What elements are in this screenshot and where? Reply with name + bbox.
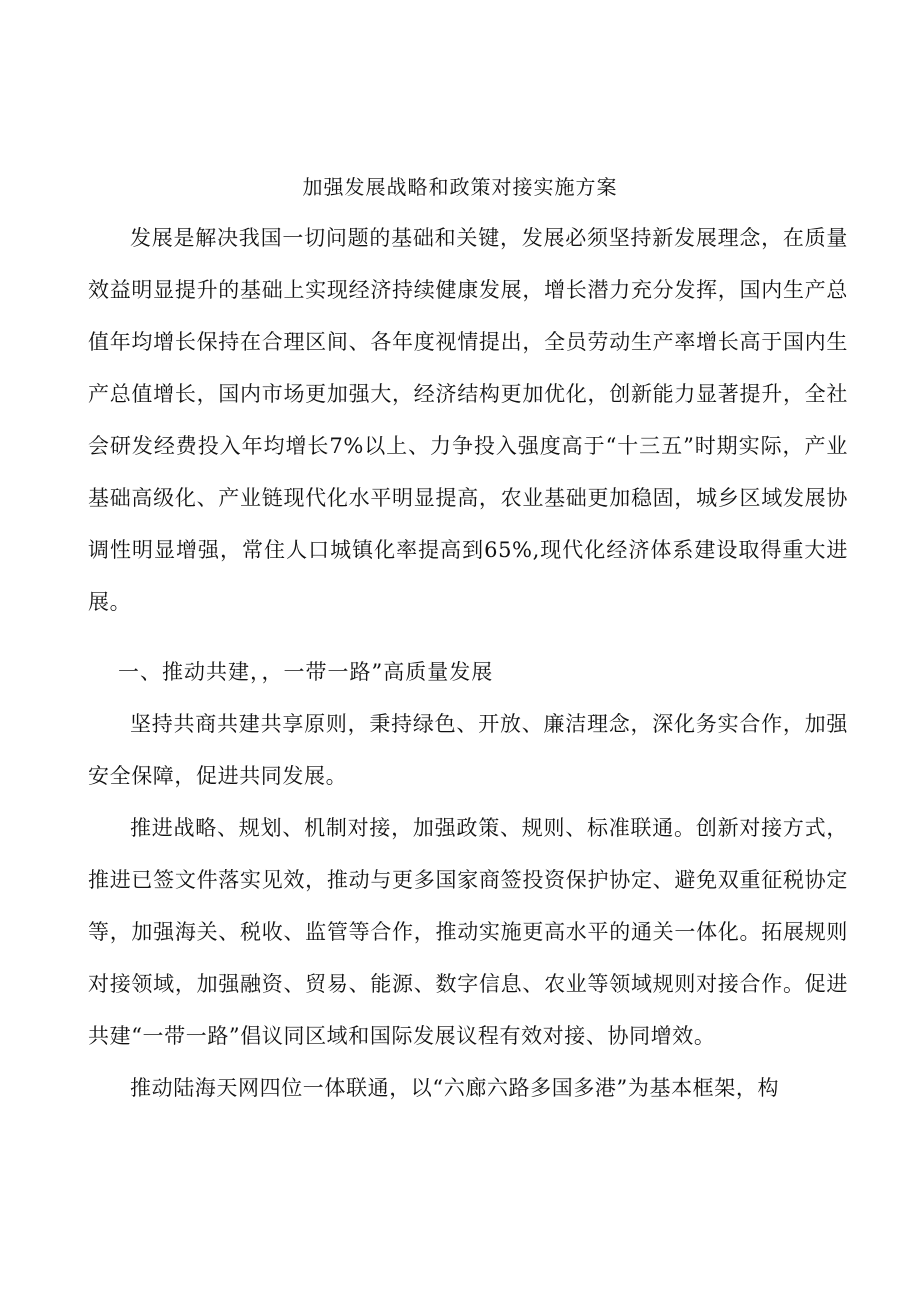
intro-paragraph: 发展是解决我国一切问题的基础和关键，发展必须坚持新发展理念，在质量效益明显提升的基础上实现经济持续健康发展，增长潜力充分发挥，国内生产总值年均增长保持在合理区间、各年度视情提出，全员劳动生产率增长高于国内生产总值增长，国内市场更加强大，经济结构更加优化，创新能力显著提升，全社会研发经费投入年均增长7%以上、力争投入强度高于“十三五”时期实际，产业基础高级化、产业链现代化水平明显提高，农业基础更加稳固，城乡区域发展协调性明显增强，常住人口城镇化率提高到65%,现代化经济体系建设取得重大进展。 xyxy=(88,226,848,614)
paragraph-connectivity: 推动陆海天网四位一体联通，以“六廊六路多国多港”为基本框架，构 xyxy=(130,1076,780,1100)
document-title: 加强发展战略和政策对接实施方案 xyxy=(302,175,618,199)
section-heading: 一、推动共建，，一带一路”高质量发展 xyxy=(118,660,494,684)
document-body xyxy=(88,212,848,1114)
paragraph-strategy-alignment: 推进战略、规划、机制对接，加强政策、规则、标准联通。创新对接方式，推进已签文件落实见效，推动与更多国家商签投资保护协定、避免双重征税协定等，加强海关、税收、监管等合作，推动实施更高水平的通关一体化。拓展规则对接领域，加强融资、贸易、能源、数字信息、农业等领域规则对接合作。促进共建“一带一路”倡议同区域和国际发展议程有效对接、协同增效。 xyxy=(88,816,848,1048)
paragraph-principles: 坚持共商共建共享原则，秉持绿色、开放、廉洁理念，深化务实合作，加强安全保障，促进共同发展。 xyxy=(88,712,848,788)
